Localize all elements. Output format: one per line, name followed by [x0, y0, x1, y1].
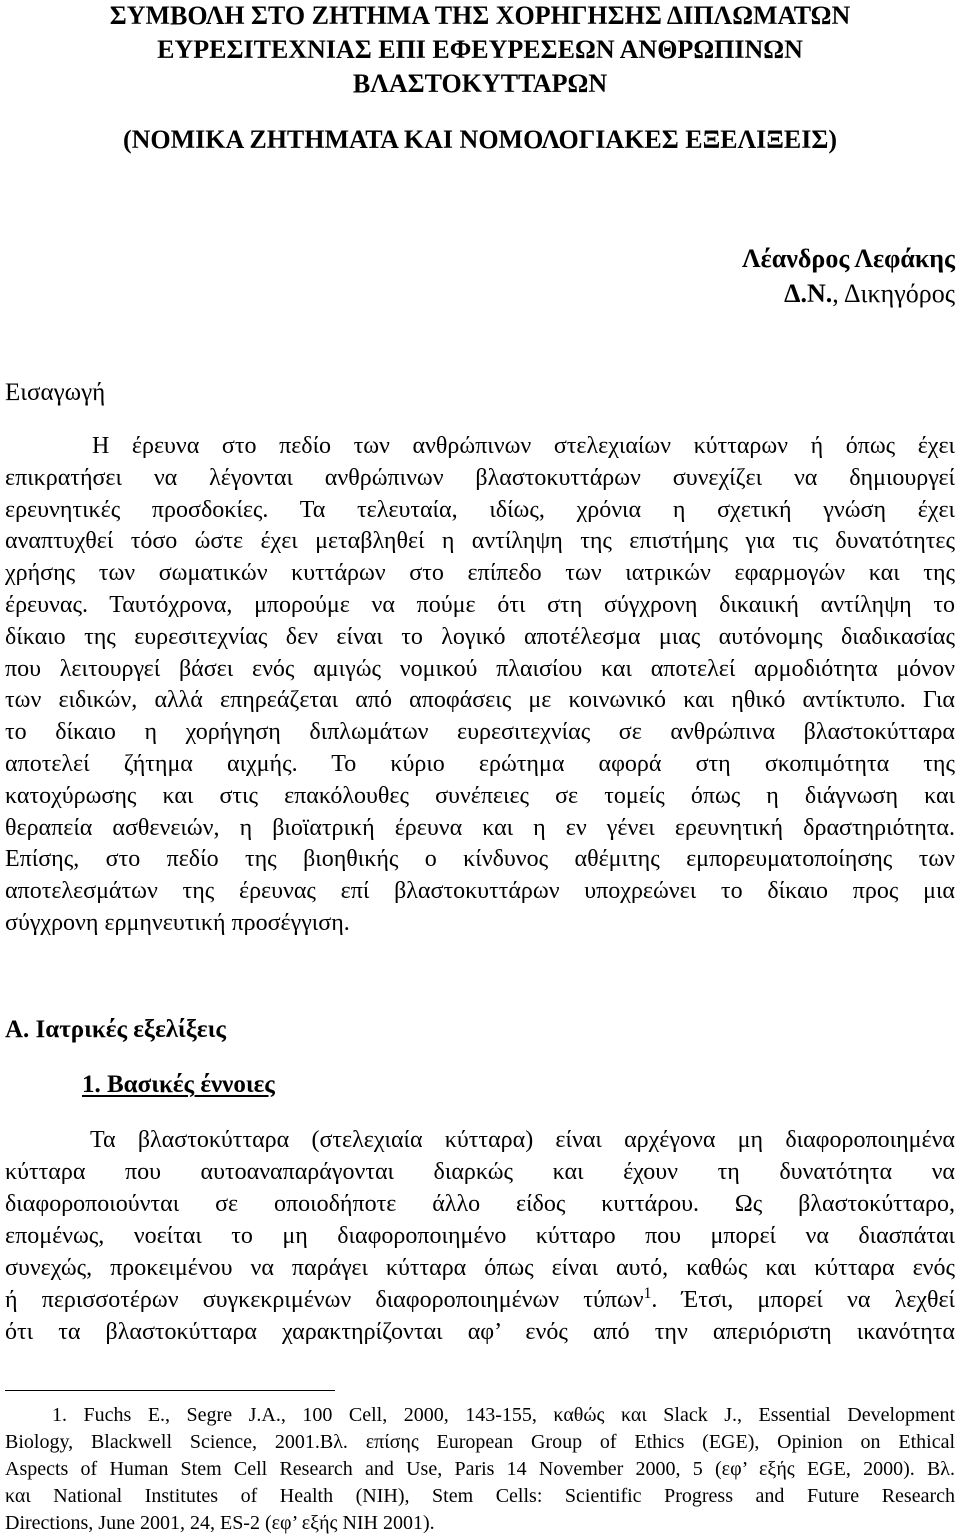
intro-heading: Εισαγωγή [5, 379, 106, 406]
paragraph-line: κύτταρα που αυτοαναπαράγονται διαρκώς και έχουν τη δυνατότητα να [5, 1159, 955, 1185]
paragraph-line: των ειδικών, αλλά επηρεάζεται από αποφάσεις με κοινωνικό και ηθικό αντίκτυπο. Για [5, 687, 955, 714]
paragraph-line: συνεχώς, προκειμένου να παράγει κύτταρα όπως είναι αυτό, καθώς και κύτταρα ενός [5, 1255, 955, 1281]
paragraph-line [5, 1284, 955, 1316]
footnote-line: και National Institutes of Health (NIH), Stem Cells: Scientific Progress and Future Research [5, 1485, 955, 1507]
document-subtitle: (ΝΟΜΙΚΑ ΖΗΤΗΜΑΤΑ ΚΑΙ ΝΟΜΟΛΟΓΙΑΚΕΣ ΕΞΕΛΙΞΕΙΣ) [122, 125, 838, 154]
subsection-heading: 1. Βασικές έννοιες [82, 1071, 275, 1098]
footnote-reference: 1 [643, 1285, 652, 1302]
paragraph-line: αποτελεσμάτων της έρευνας επί βλαστοκυττάρων υποχρεώνει το δίκαιο προς μια [5, 878, 955, 905]
paragraph-line: που λειτουργεί βάσει ενός αμιγώς νομικού πλαισίου και αποτελεί αρμοδιότητα μόνον [5, 655, 955, 682]
footnote [5, 1402, 955, 1537]
author-block [5, 241, 955, 311]
author-name: Λέανδρος Λεφάκης [742, 244, 955, 273]
title-line: ΒΛΑΣΤΟΚΥΤΤΑΡΩΝ [352, 69, 608, 98]
paragraph-line: έρευνας. Ταυτόχρονα, μπορούμε να πούμε ότι στη σύγχρονη δικαιική αντίληψη το [5, 591, 955, 618]
line-text: ή περισσοτέρων συγκεκριμένων διαφοροποιημένων τύπων [5, 1287, 644, 1313]
paragraph-line: θεραπεία ασθενειών, η βιοϊατρική έρευνα και η εν γένει ερευνητική δραστηριότητα. [5, 814, 955, 841]
paragraph-line: χρήσης των σωματικών κυττάρων στο επίπεδο των ιατρικών εφαρμογών και της [5, 560, 955, 587]
paragraph-line: ότι τα βλαστοκύτταρα χαρακτηρίζονται αφ’ ενός από την απεριόριστη ικανότητα [5, 1319, 955, 1345]
title-line: ΣΥΜΒΟΛΗ ΣΤΟ ΖΗΤΗΜΑ ΤΗΣ ΧΟΡΗΓΗΣΗΣ ΔΙΠΛΩΜΑΤΩΝ [109, 1, 851, 30]
author-degree: Δ.Ν. [784, 279, 833, 308]
paragraph-line: αποτελεί ζήτημα αιχμής. Το κύριο ερώτημα αφορά στη σκοπιμότητα της [5, 750, 955, 777]
intro-paragraph [5, 431, 955, 940]
paragraph-line: δίκαιο της ευρεσιτεχνίας δεν είναι το λογικό αποτέλεσμα μιας αυτόνομης διαδικασίας [5, 623, 955, 650]
footnote-line: Aspects of Human Stem Cell Research and Use, Paris 14 November 2000, 5 (εφ’ εξής EGE, 2000). Βλ. [5, 1458, 956, 1480]
paragraph-line: επικρατήσει να λέγονται ανθρώπινων βλαστοκυττάρων συνεχίζει να δημιουργεί [5, 464, 955, 491]
paragraph-line: Τα βλαστοκύτταρα (στελεχιαία κύτταρα) είναι αρχέγονα μη διαφοροποιημένα [90, 1127, 955, 1153]
title-line: ΕΥΡΕΣΙΤΕΧΝΙΑΣ ΕΠΙ ΕΦΕΥΡΕΣΕΩΝ ΑΝΘΡΩΠΙΝΩΝ [157, 35, 803, 64]
paragraph-line: Η έρευνα στο πεδίο των ανθρώπινων στελεχιαίων κύτταρων ή όπως έχει [92, 433, 955, 459]
footnote-line: Biology, Blackwell Science, 2001.Βλ. επίσης European Group of Ethics (EGE), Opinion on Ethical [5, 1431, 955, 1453]
paragraph-line: κατοχύρωσης και στις επακόλουθες συνέπειες σε τομείς όπως η διάγνωση και [5, 782, 955, 809]
paragraph-line: διαφοροποιούνται σε οποιοδήποτε άλλο είδος κυττάρου. Ως βλαστοκύτταρο, [5, 1191, 955, 1217]
line-text: . Έτσι, μπορεί να λεχθεί [651, 1287, 955, 1313]
paragraph-line: αναπτυχθεί τόσο ώστε έχει μεταβληθεί η αντίληψη της επιστήμης για τις δυνατότητες [5, 528, 955, 555]
document-title [0, 0, 960, 101]
author-role: , Δικηγόρος [832, 279, 955, 308]
paragraph-line: Επίσης, στο πεδίο της βιοηθικής ο κίνδυνος αθέμιτης εμπορευματοποίησης των [5, 846, 955, 873]
footnote-line: 1. Fuchs E., Segre J.A., 100 Cell, 2000, 143-155, καθώς και Slack J., Essential Development [52, 1404, 955, 1426]
author-credentials [5, 276, 955, 311]
paragraph-line: επομένως, νοείται το μη διαφοροποιημένο κύτταρο που μπορεί να διασπάται [5, 1223, 955, 1249]
section-paragraph [5, 1124, 955, 1348]
paragraph-line: ερευνητικές προσδοκίες. Τα τελευταία, ιδίως, χρόνια η σχετική γνώση έχει [5, 496, 955, 523]
paragraph-line: σύγχρονη ερμηνευτική προσέγγιση. [5, 909, 350, 936]
footnote-separator [5, 1390, 335, 1391]
footnote-line: Directions, June 2001, 24, ES-2 (εφ’ εξής NIH 2001). [5, 1512, 435, 1534]
section-heading: Α. Ιατρικές εξελίξεις [5, 1016, 226, 1043]
paragraph-line: το δίκαιο η χορήγηση διπλωμάτων ευρεσιτεχνίας σε ανθρώπινα βλαστοκύτταρα [5, 719, 955, 746]
